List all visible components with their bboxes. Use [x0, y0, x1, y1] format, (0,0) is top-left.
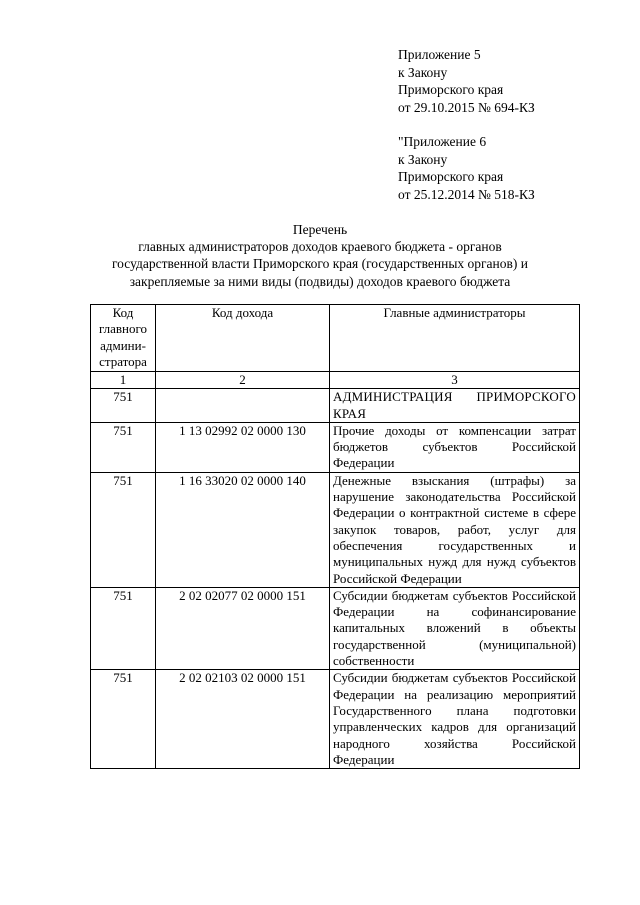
- appendix-5-line: от 29.10.2015 № 694-КЗ: [398, 99, 535, 115]
- header-administrators: Главные администраторы: [330, 305, 580, 372]
- appendix-5-line: к Закону: [398, 64, 448, 80]
- appendix-6-line: "Приложение 6: [398, 134, 487, 149]
- admin-code-cell: 751: [91, 422, 156, 472]
- income-code-cell: 2 02 02077 02 0000 151: [156, 587, 330, 669]
- admin-code-cell: 751: [91, 670, 156, 769]
- income-description-cell: Субсидии бюджетам субъектов Российской Федерации на софинансирование капитальных вложений в объекты государственной (муниципальной) собственности: [330, 587, 580, 669]
- column-number: 1: [91, 372, 156, 389]
- income-code-cell: 1 13 02992 02 0000 130: [156, 422, 330, 472]
- table-header-row: [91, 305, 580, 372]
- column-number: 2: [156, 372, 330, 389]
- column-number: 3: [330, 372, 580, 389]
- appendix-6-line: Приморского края: [398, 169, 504, 185]
- appendix-5-line: Приморского края: [398, 82, 504, 98]
- income-description-cell: Субсидии бюджетам субъектов Российской Федерации на реализацию мероприятий Государственного плана подготовки управленческих кадров для организаций народного хозяйства Российской Федерации: [330, 670, 580, 769]
- income-code-cell: 2 02 02103 02 0000 151: [156, 670, 330, 769]
- appendix-5-reference: [398, 46, 535, 116]
- heading-title: Перечень: [292, 222, 348, 237]
- appendix-6-line: к Закону: [398, 151, 448, 167]
- table-row: [91, 587, 580, 669]
- income-code-cell: 1 16 33020 02 0000 140: [156, 472, 330, 587]
- heading-line: государственной власти Приморского края (государственных органов) и: [111, 256, 528, 272]
- administrators-table: [90, 304, 580, 769]
- admin-code-cell: 751: [91, 472, 156, 587]
- table-row: [91, 472, 580, 587]
- heading-line: закрепляемые за ними виды (подвиды) доходов краевого бюджета: [129, 273, 511, 289]
- header-income-code: Код дохода: [156, 305, 330, 372]
- admin-code-cell: 751: [91, 587, 156, 669]
- header-admin-code: Код главного админи- стратора: [91, 305, 156, 372]
- administrator-name-cell: АДМИНИСТРАЦИЯ ПРИМОРСКОГО КРАЯ: [330, 389, 580, 423]
- appendix-6-reference: [398, 133, 535, 203]
- income-description-cell: Денежные взыскания (штрафы) за нарушение законодательства Российской Федерации о контрактной системе в сфере закупок товаров, работ, услуг для обеспечения государственных и муниципальных нужд для нужд субъектов Российской Федерации: [330, 472, 580, 587]
- table-row: [91, 389, 580, 423]
- admin-code-cell: 751: [91, 389, 156, 423]
- appendix-5-line: Приложение 5: [398, 47, 481, 62]
- heading-line: главных администраторов доходов краевого бюджета - органов: [138, 239, 502, 255]
- income-code-cell: [156, 389, 330, 423]
- appendix-6-line: от 25.12.2014 № 518-КЗ: [398, 186, 535, 202]
- document-heading: [90, 221, 550, 290]
- column-number-row: [91, 372, 580, 389]
- income-description-cell: Прочие доходы от компенсации затрат бюджетов субъектов Российской Федерации: [330, 422, 580, 472]
- table-row: [91, 422, 580, 472]
- table-row: [91, 670, 580, 769]
